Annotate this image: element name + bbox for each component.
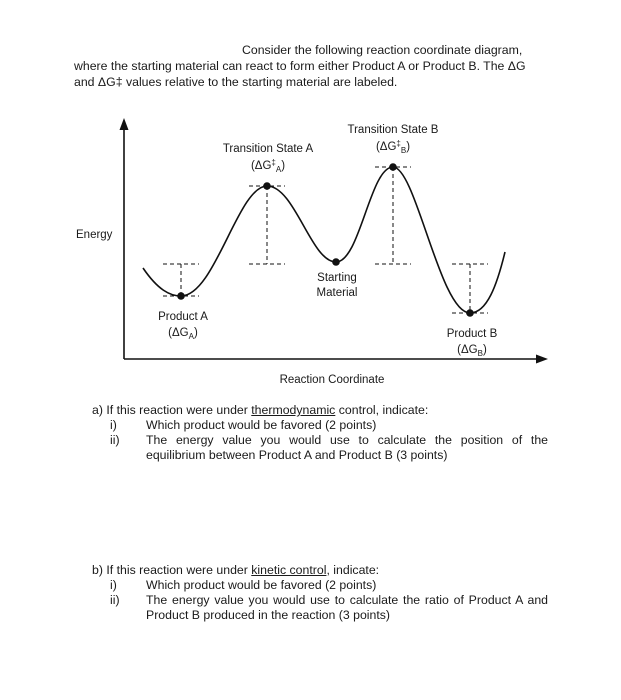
transition-state-a-point [263, 182, 271, 190]
starting-material-label-line-1: Starting [317, 272, 357, 284]
transition-state-b-delta-g: $(\Delta G^\ddagger_B)$ [375, 139, 411, 155]
question-b-item-1-text: Which product would be favored (2 points) [146, 578, 377, 592]
question-a-item-1-number: i) [110, 418, 117, 432]
question-b-item-2-text: The energy value you would use to calculate the ratio of Product A and Product B produced in the reaction (3 points) [146, 593, 548, 622]
question-a-item-2-text: The energy value you would use to calculate the position of the equilibrium between Product A and Product B (3 points) [146, 433, 548, 462]
transition-state-a-delta-g: $(\Delta G^\ddagger_A)$ [250, 158, 286, 174]
transition-state-a-label: Transition State A [222, 143, 314, 155]
product-b-delta-g: $(\Delta G_B)$ [457, 344, 487, 358]
y-axis-label: Energy [76, 229, 113, 241]
question-a-item-2-number: ii) [110, 433, 120, 447]
product-b-label: Product B [446, 328, 498, 340]
product-a-label: Product A [158, 311, 208, 323]
product-a-point [177, 292, 185, 300]
y-axis-arrow [120, 118, 129, 130]
question-a-item-1-text: Which product would be favored (2 points) [146, 418, 377, 432]
question-b-item-2-number: ii) [110, 593, 120, 607]
transition-state-b-label: Transition State B [347, 124, 439, 136]
product-a-delta-g: $(\Delta G_A)$ [168, 327, 198, 341]
question-a-heading: a) If this reaction were under thermodynamic control, indicate: [92, 403, 429, 417]
starting-material-point [332, 258, 340, 266]
x-axis-arrow [536, 355, 548, 364]
intro-line-1: Consider the following reaction coordinate diagram, [242, 43, 523, 57]
x-axis-label: Reaction Coordinate [279, 374, 385, 386]
intro-line-2: where the starting material can react to form either Product A or Product B. The ΔG [74, 59, 526, 73]
transition-state-b-point [389, 163, 397, 171]
question-b-heading: b) If this reaction were under kinetic control, indicate: [92, 563, 380, 577]
product-b-point [466, 309, 474, 317]
question-b-item-1-number: i) [110, 578, 117, 592]
starting-material-label-line-2: Material [316, 287, 358, 299]
intro-line-3: and ΔG‡ values relative to the starting material are labeled. [74, 75, 398, 89]
